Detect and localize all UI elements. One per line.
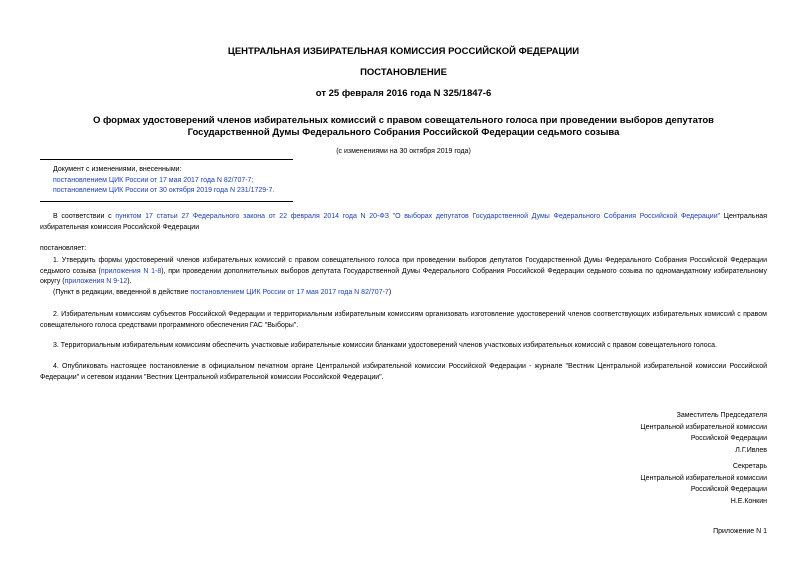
paragraph-3: 3. Территориальным избирательным комиссиям обеспечить участковые избирательные комиссии бланками удостоверений членов участковых избирательных комиссий с правом совещательного голоса. — [53, 342, 717, 349]
p1-text-2: ), при проведении дополнительных выборов депутата Государственной Думы Федерального Собрания Российской Федерации седьмого созыва по одномандатному избирательному округу ( — [40, 267, 768, 285]
preamble-paragraph — [40, 212, 767, 233]
signature-role: Секретарь — [732, 463, 767, 470]
change-link-2[interactable]: постановлением ЦИК России от 30 октября 2019 года N 231/1729-7. — [53, 187, 275, 194]
signature-org: Центральной избирательной комиссии — [640, 474, 767, 482]
signature-org-country: Российской Федерации — [690, 486, 767, 493]
signature-org: Центральной избирательной комиссии — [640, 423, 767, 431]
paragraph-4: 4. Опубликовать настоящее постановление в официальном печатном органе Центральной избирательной комиссии Российской Федерации - журнале "Вестник Центральной избирательной комиссии Российской Федерации" и сетевом издании "Вестник Центральной избирательной комиссии Российской Федерации". — [40, 363, 767, 381]
preamble-text-before: В соответствии с — [53, 213, 116, 220]
paragraph-2: 2. Избирательным комиссиям субъектов Российской Федерации и территориальным избирательным комиссиям организовать изготовление удостоверений членов соответствующих избирательных комиссий с правом совещательного голоса средствами программного обеспечения ГАС "Выборы". — [40, 311, 767, 329]
appendix-label: Приложение N 1 — [713, 528, 767, 535]
signature-role: Заместитель Председателя — [676, 412, 767, 419]
signature-secretary — [640, 461, 767, 507]
resolution-2017-link[interactable]: постановлением ЦИК России от 17 мая 2017 года N 82/707-7 — [190, 289, 389, 296]
note-text-before: (Пункт в редакции, введенной в действие — [53, 289, 191, 296]
change-link-1[interactable]: постановлением ЦИК России от 17 мая 2017 года N 82/707-7; — [53, 176, 254, 184]
changes-heading: Документ с изменениями, внесенными: — [53, 166, 182, 173]
organization-heading: ЦЕНТРАЛЬНАЯ ИЗБИРАТЕЛЬНАЯ КОМИССИЯ РОССИЙСКОЙ ФЕДЕРАЦИИ — [227, 46, 580, 57]
document-date-number: от 25 февраля 2016 года N 325/1847-6 — [315, 88, 492, 99]
federal-law-link[interactable]: пунктом 17 статьи 27 Федерального закона от 22 февраля 2014 года N 20-ФЗ "О выборах депутатов Государственной Думы Федерального Собрания Российской Федерации" — [115, 213, 721, 220]
paragraph-1-note — [40, 288, 767, 299]
document-title: О формах удостоверений членов избирательных комиссий с правом совещательного голоса при проведении выборов депутатов Государственной Думы Федерального Собрания Российской Федерации седьмого созыва — [92, 115, 715, 138]
p1-text-1: 1. Утвердить формы удостоверений членов избирательных комиссий с правом совещательного голоса при проведении выборов депутатов Государственной Думы Федерального Собрания Российской Федерации седьмого созыва ( — [40, 257, 767, 275]
appendix-1-8-link[interactable]: приложения N 1-8 — [100, 267, 162, 275]
signature-deputy-chairman — [640, 410, 767, 456]
resolves-text: постановляет: — [40, 245, 87, 252]
appendix-9-12-link[interactable]: приложения N 9-12 — [64, 278, 128, 285]
signature-org-country: Российской Федерации — [690, 435, 767, 442]
changes-box — [40, 159, 293, 202]
document-type: ПОСТАНОВЛЕНИЕ — [360, 67, 447, 78]
note-text-after: ) — [388, 289, 392, 296]
preamble-text-after: Центральная избирательная комиссия Российской Федерации — [40, 213, 767, 231]
signature-name: Н.Е.Конкин — [730, 497, 767, 505]
p1-text-3: ). — [127, 278, 132, 285]
paragraph-1 — [40, 256, 767, 288]
signature-name: Л.Г.Ивлев — [735, 446, 767, 454]
revision-note: (с изменениями на 30 октября 2019 года) — [336, 148, 471, 155]
